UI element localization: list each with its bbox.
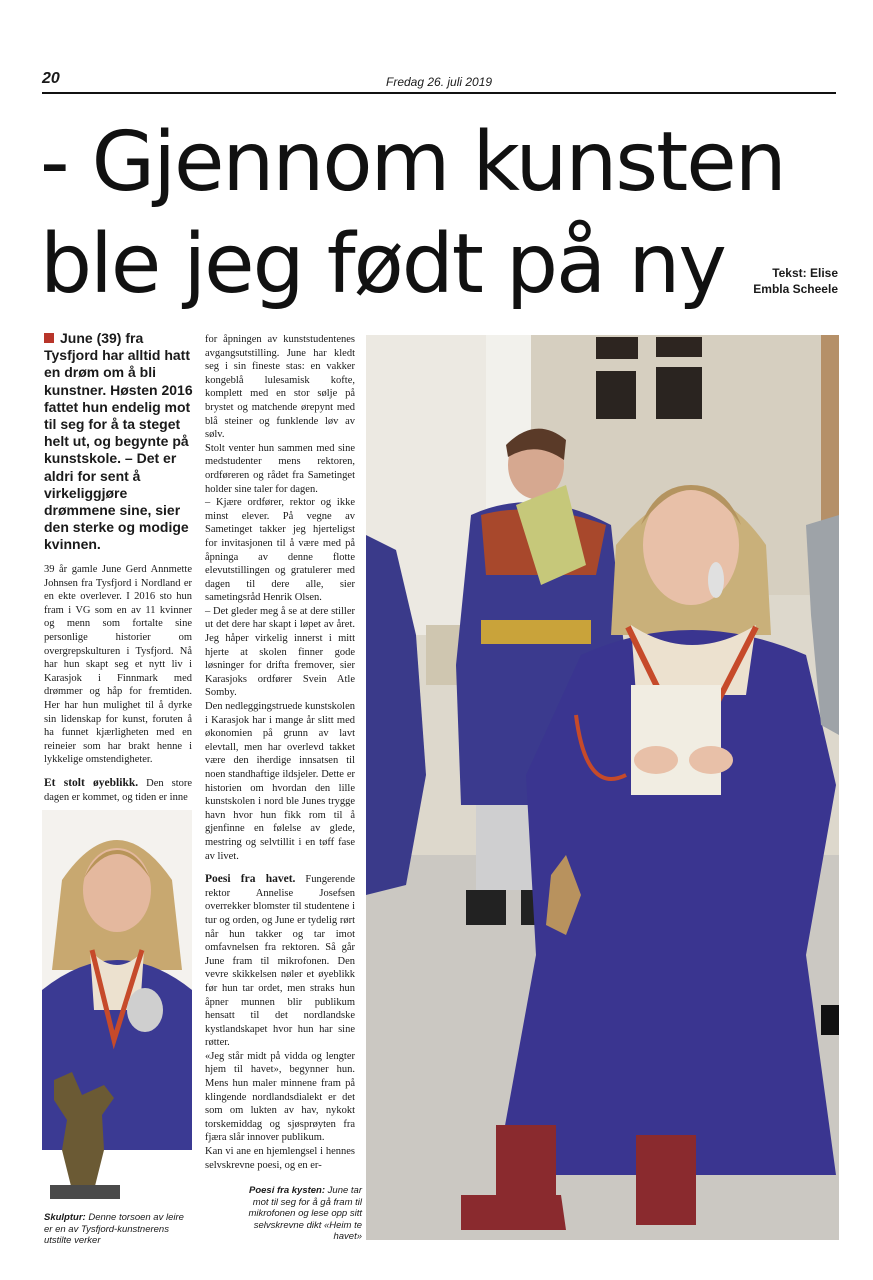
subheading: Poesi fra havet.: [205, 873, 296, 886]
bullet-square-icon: [44, 333, 54, 343]
subheading-paragraph: [44, 777, 192, 804]
caption-text: Denne torsoen av leire er en av Tysfjord-kunstnerens utstilte verker: [44, 1212, 184, 1246]
byline-line-1: Tekst: Elise: [772, 266, 838, 280]
headline: [40, 112, 800, 316]
subheading-paragraph: [205, 873, 355, 1050]
byline-line-2: Embla Scheele: [753, 282, 838, 296]
caption-title: Poesi fra kysten:: [248, 1185, 326, 1196]
body-paragraph: 39 år gamle June Gerd Annmette Johnsen fra Tysfjord i Nordland er en ekte overlever. I 2016 sto hun fram i VG som en av 11 kvinner og menn som fortalte sine personlige historier om overgrepskulturen i Tysfjord. Nå har hun skapt seg et nytt liv i Karasjok i Finnmark med drømmer og håp for fremtiden. Her har hun mulighet til å dyrke sin lidenskap for kunst, foruten å ha funnet kjærligheten med en reineier som har brakt henne i lykkelige omstendigheter.: [44, 564, 192, 766]
body-text: Fungerende rektor Annelise Josefsen overrekker blomster til studentene i tur og orden, og June er tydelig rørt når hun takker og tar imot omfavnelsen fra rektoren. Så går June fram til mikrofonen. Den vevre skikkelsen nøler et øyeblikk før hun tar ordet, men straks hun åpner munnen blir publikum hensatt til det nordlandske kystlandskapet hvor hun har sine røtter.: [205, 874, 355, 1049]
body-paragraph: Stolt venter hun sammen med sine medstudenter mens rektoren, ordføreren og rådet fra Sametinget holder sine taler for dagen.: [205, 442, 355, 495]
headline-line-1: - Gjennom kunsten: [40, 115, 785, 210]
body-paragraph: «Jeg står midt på vidda og lengter hjem til havet», begynner hun. Mens hun maler minnene fram på klingende nordlandsdialekt er det som om lukten av hav, nykokt torskemiddag og sjøsprøyten fra fjæra slår innover publikum.: [205, 1050, 355, 1144]
article-column-2: [205, 333, 355, 1172]
headline-line-2: ble jeg født på ny: [40, 217, 725, 312]
body-paragraph: for åpningen av kunststudentenes avgangsutstilling. June har kledt seg i sin fineste stas: en vakker kongeblå lulesamisk kofte, komplett med en stor sølje på brystet og matchende ørepynt med blå steiner og funklende løv av sølv.: [205, 334, 355, 441]
body-text: Den store dagen er kommet, og tiden er inne: [44, 777, 193, 803]
body-paragraph: Kan vi ane en hjemlengsel i hennes selvskrevne poesi, og en er-: [205, 1146, 355, 1171]
page-number: 20: [42, 70, 60, 87]
caption-text: June tar mot til seg for å gå fram til mikrofonen og lese opp sitt selvskrevne dikt «Heim te havet»: [248, 1185, 362, 1242]
issue-date: Fredag 26. juli 2019: [386, 75, 493, 89]
body-paragraph: Den nedleggingstruede kunstskolen i Karasjok har i mange år slitt med økonomien på grunn av lavt elevtall, men har overlevd takket være den iherdige innsatsen til noen standhaftige ildsjeler. Dette er historien om hvordan den lille kunstskolen i nord ble Junes trygge havn hvor hun fikk rom til å gjenfinne en følelse av glede, mestring og selvtillit i en tøff fase av livet.: [205, 701, 355, 862]
lead-text: June (39) fra Tysfjord har alltid hatt en drøm om å bli kunstner. Høsten 2016 fattet hun endelig mot til seg for å ta steget helt ut, og begynte på kunstskole. – Det er aldri for sent å virkeliggjøre drømmene sine, sier den sterke og modige kvinnen.: [44, 330, 193, 553]
sculpture-photo: [42, 810, 192, 1202]
caption-title: Skulptur:: [44, 1212, 86, 1223]
main-photo-caption: [244, 1185, 362, 1243]
body-paragraph: – Kjære ordfører, rektor og ikke minst elever. På vegne av Sametinget takker jeg hjerteligst for invitasjonen til å være med på åpninga av denne flotte elevutstillingen og gratulerer med dagen til dere alle, sier sametingsråd Henrik Olsen.: [205, 497, 355, 604]
main-photo: [366, 335, 839, 1240]
subheading: Et stolt øyeblikk.: [44, 776, 139, 789]
byline: [710, 265, 838, 297]
sculpture-caption: [44, 1212, 194, 1247]
lead-paragraph: [44, 330, 194, 554]
body-paragraph: – Det gleder meg å se at dere stiller ut det dere har skapt i løpet av året. Jeg håper virkelig innerst i mitt hjerte at skolen finner gode løsninger for drifta fremover, sier Karasjoks ordfører Svein Atle Somby.: [205, 605, 355, 699]
article-column-1: [44, 563, 192, 804]
header-rule: [42, 92, 836, 94]
